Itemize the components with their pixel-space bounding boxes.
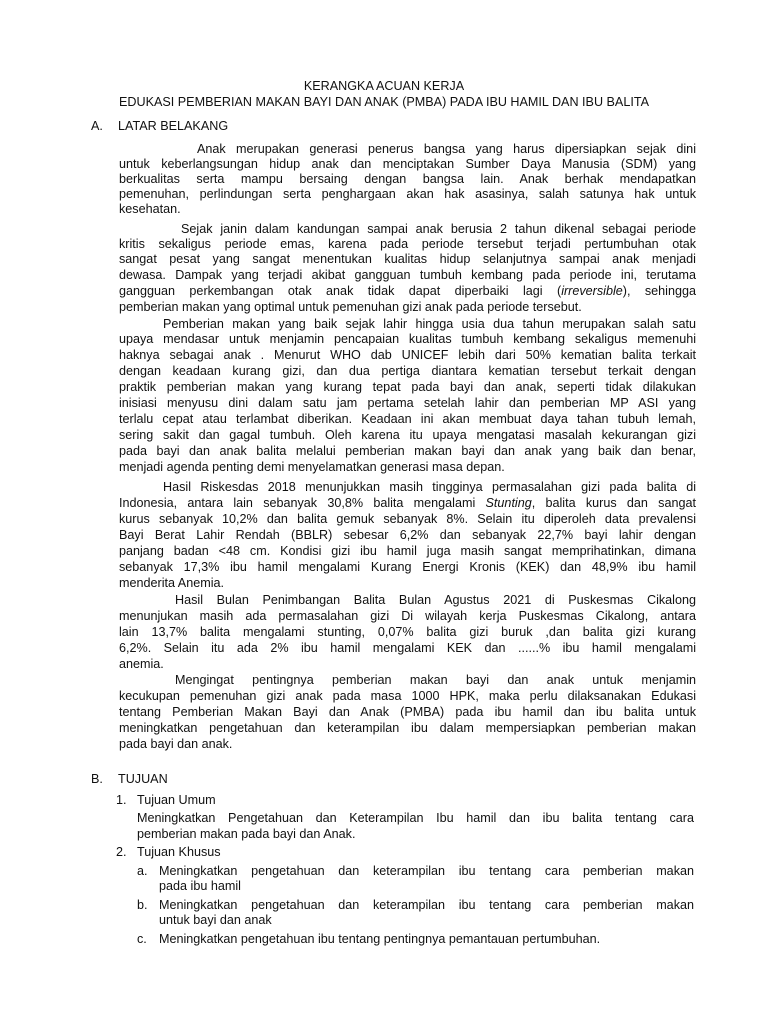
paragraph-4-text: , balita kurus dan sangat [531,496,696,510]
paragraph-6-line: meningkatkan pengetahuan dan keterampilan ibu dalam mempersiapkan pemberian makan [119,721,696,735]
paragraph-4-line: sebanyak 17,3% ibu hamil mengalami Kurang Energi Kronis (KEK) dan 48,9% ibu hamil [119,560,696,574]
paragraph-1-line: kesehatan. [119,202,181,216]
section-a-marker: A. [91,119,103,133]
stunting-term: Stunting [485,496,532,510]
paragraph-3-line: haknya sebagai anak . Menurut WHO dab UNICEF lebih dari 50% kematian balita terkait [119,348,696,362]
paragraph-2-line: sangat pesat yang sangat menentukan kualitas hidup selanjutnya sampai anak menjadi [119,252,696,266]
paragraph-1-line: berkualitas serta mampu bersaing dengan bangsa lain. Anak berhak mendapatkan [119,172,696,186]
paragraph-3-line: pada bayi dan anak balita melalui pemberian makan bayi dan anak yang baik dan benar, [119,444,696,458]
paragraph-1-line: pemenuhan, perlindungan serta penghargaan akan hak asasinya, salah satunya hak untuk [119,187,696,201]
paragraph-4-line: panjang badan <48 cm. Kondisi gizi ibu hamil juga masih sangat memprihatinkan, dimana [119,544,696,558]
paragraph-6-line: tentang Pemberian Makan Bayi dan Anak (PMBA) pada ibu hamil dan ibu balita untuk [119,705,696,719]
paragraph-2-text: ), sehingga [622,284,696,298]
document-subtitle: EDUKASI PEMBERIAN MAKAN BAYI DAN ANAK (PMBA) PADA IBU HAMIL DAN IBU BALITA [119,95,649,109]
paragraph-5-line: menunjukan masih ada permasalahan gizi Di wilayah kerja Puskesmas Cikalong, antara [119,609,696,623]
paragraph-3-line: upaya mendasar untuk menjamin pencapaian kualitas tumbuh kembang sekaligus memenuhi [119,332,696,346]
paragraph-3-line: dengan keadaan kurang gizi, dan dua pertiga diantara kematian tersebut terkait dengan [119,364,696,378]
paragraph-2-line: Sejak janin dalam kandungan sampai anak berusia 2 tahun dikenal sebagai periode [181,222,696,236]
item-1-body-line: Meningkatkan Pengetahuan dan Keterampilan Ibu hamil dan ibu balita tentang cara [137,811,694,825]
paragraph-2-text: gangguan perkembangan otak anak tidak dapat diperbaiki lagi ( [119,284,562,298]
paragraph-6-line: kecukupan pemenuhan gizi anak pada masa 1000 HPK, maka perlu dilaksanakan Edukasi [119,689,696,703]
subitem-c-line: Meningkatkan pengetahuan ibu tentang pentingnya pemantauan pertumbuhan. [159,932,601,946]
subitem-c-marker: c. [137,932,147,946]
section-b-marker: B. [91,772,103,786]
paragraph-3-line: praktik pemberian makan yang kurang tepat pada bayi dan anak, seperti tidak dilakukan [119,380,696,394]
paragraph-4-line: Bayi Berat Lahir Rendah (BBLR) sebesar 6,2% dan sebanyak 22,7% bayi lahir dengan [119,528,696,542]
paragraph-2-line: kritis sekaligus periode emas, karena pada periode tersebut terjadi pertumbuhan otak [119,237,696,251]
paragraph-3-line: terlalu cepat atau terlambat diberikan. Keadaan ini akan membuat daya tahan tubuh lemah, [119,412,696,426]
subitem-a-marker: a. [137,864,148,878]
paragraph-6-line: Mengingat pentingnya pemberian makan bayi dan anak untuk menjamin [175,673,696,687]
paragraph-4-line: Hasil Riskesdas 2018 menunjukkan masih tingginya permasalahan gizi pada balita di [163,480,696,494]
paragraph-6-line: pada bayi dan anak. [119,737,233,751]
section-a-heading: LATAR BELAKANG [118,119,229,133]
section-b-heading: TUJUAN [118,772,168,786]
document-title: KERANGKA ACUAN KERJA [303,79,465,93]
paragraph-5-line: lain 13,7% balita mengalami stunting, 0,07% balita gizi buruk ,dan balita gizi kurang [119,625,696,639]
paragraph-1-line: untuk keberlangsungan hidup anak dan menciptakan Sumber Daya Manusia (SDM) yang [119,157,696,171]
paragraph-4-text: Indonesia, antara lain sebanyak 30,8% balita mengalami [119,496,486,510]
item-1-body-line: pemberian makan pada bayi dan Anak. [137,827,356,841]
paragraph-3-line: sering sakit dan gagal tumbuh. Oleh karena itu upaya mengatasi masalah kekurangan gizi [119,428,696,442]
subitem-a-line: pada ibu hamil [159,879,241,893]
paragraph-2-line: pemberian makan yang optimal untuk pemenuhan gizi anak pada periode tersebut. [119,300,582,314]
subitem-b-line: Meningkatkan pengetahuan dan keterampilan ibu tentang cara pemberian makan [159,898,694,912]
paragraph-5-line: Hasil Bulan Penimbangan Balita Bulan Agustus 2021 di Puskesmas Cikalong [175,593,696,607]
subitem-b-line: untuk bayi dan anak [159,913,272,927]
paragraph-1-line: Anak merupakan generasi penerus bangsa yang harus dipersiapkan sejak dini [197,142,696,156]
paragraph-2-line: dewasa. Dampak yang terjadi akibat gangguan tumbuh kembang pada periode ini, terutama [119,268,696,282]
subitem-b-marker: b. [137,898,148,912]
item-2-number: 2. [116,845,127,859]
subitem-a-line: Meningkatkan pengetahuan dan keterampilan ibu tentang cara pemberian makan [159,864,694,878]
paragraph-3-line: Pemberian makan yang baik sejak lahir hingga usia dua tahun merupakan salah satu [163,317,696,331]
item-1-number: 1. [116,793,127,807]
item-2-title: Tujuan Khusus [137,845,221,859]
item-1-title: Tujuan Umum [137,793,216,807]
paragraph-5-line: 6,2%. Selain itu ada 2% ibu hamil mengalami KEK dan ......% ibu hamil mengalami [119,641,696,655]
irreversible-term: irreversible [561,284,623,298]
paragraph-5-line: anemia. [119,657,164,671]
paragraph-3-line: inisiasi menyusu dini dalam satu jam pertama setelah lahir dan pemberian MP ASI yang [119,396,696,410]
paragraph-3-line: menjadi agenda penting demi menyelamatkan generasi masa depan. [119,460,505,474]
paragraph-4-line: menderita Anemia. [119,576,225,590]
paragraph-4-line: kurus sebanyak 10,2% dan balita gemuk sebanyak 8%. Selain itu diperoleh data prevalensi [119,512,696,526]
